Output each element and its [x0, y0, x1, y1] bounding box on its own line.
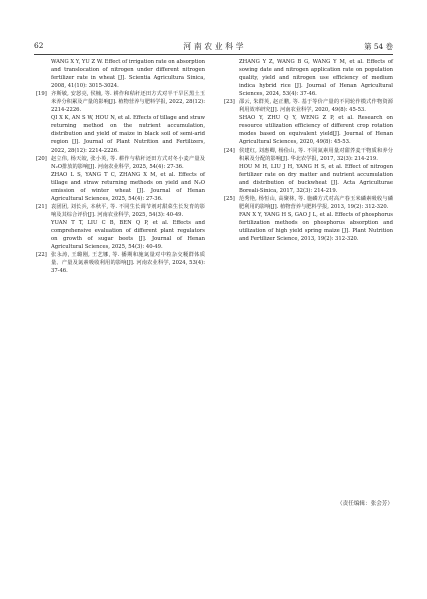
references-left-column — [34, 58, 205, 275]
references-right-column — [222, 58, 393, 243]
volume-label: 第 54 卷 — [364, 42, 393, 51]
reference-number: [24] — [224, 147, 235, 154]
reference-entry — [34, 251, 205, 275]
reference-text: ZHANG Y Z, WANG B G, WANG Y M, et al. Effects of sowing date and nitrogen application rate on population quality, yield and nitrogen use efficiency of medium indica hybrid rice [J]. Journal of Henan Agricultural Sciences, 2024, 53(4): 37-46. — [239, 59, 393, 98]
reference-number: [25] — [224, 195, 235, 202]
reference-text: 赵立伟, 杨天皎, 张小英, 等. 耕作与秸秆还田方式对冬小麦产量及N₂O排放的影响[J]. 河南农业科学, 2025, 54(4): 27-36. — [51, 155, 205, 170]
reference-number: [23] — [224, 99, 235, 106]
reference-entry — [222, 58, 393, 98]
header-rule — [34, 54, 393, 55]
reference-text: 齐斯敏, 安怒亮, 侯楠, 等. 耕作和秸秆还田方式对半干旱区黑土玉米养分积累及产量的影响[J]. 植物营养与肥料学报, 2022, 28(12): 2214-2226. — [51, 91, 205, 114]
reference-text: WANG X Y, YU Z W. Effect of irrigation rate on absorption and translocation of nitrogen under different nitrogen fertilizer rate in wheat [J]. Scientia Agricultura Sinica, 2008, 41(10): 3015-3024. — [51, 59, 205, 90]
page-number: 62 — [34, 41, 44, 50]
reference-text: ZHAO L S, YANG T C, ZHANG X M, et al. Effects of tillage and straw returning methods on yield and N₂O emission of winter wheat [J]. Journal of Henan Agricultural Sciences, 2025, 54(4): 27-36. — [51, 171, 205, 202]
reference-text: 侯建红, 刘惠卿, 杨俭山, 等. 不同氮素用量对甜荞麦干物质和养分积累及分配的影响[J]. 华北农学报, 2017, 32(3): 214-219. — [239, 147, 393, 162]
reference-text: 范秀艳, 杨恒山, 高聚林, 等. 施磷方式对高产春玉米磷素吸收与磷肥利用的影响[J]. 植物营养与肥料学报, 2013, 19(2): 312-320. — [239, 195, 393, 210]
reference-text: 张永涛, 王璐刚, 王艺娜, 等. 播期和施氮量对中粒杂交粳群体质量、产量及氮素吸收利用的影响[J]. 河南农业科学, 2024, 53(4): 37-46. — [51, 252, 205, 275]
reference-entry — [34, 58, 205, 90]
reference-entry — [34, 155, 205, 203]
reference-entry — [222, 98, 393, 146]
reference-entry — [222, 147, 393, 195]
reference-text: YUAN T T, LIU C B, BEN Q P, et al. Effects and comprehensive evaluation of different plant regulators on growth of sugar beets [J]. Journal of Henan Agricultural Sciences, 2025, 54(3): 40-49. — [51, 219, 205, 251]
reference-number: [19] — [36, 91, 47, 98]
reference-entry — [222, 195, 393, 243]
reference-text: 袁团团, 刘长兵, 本秋平, 等. 不同生长调节剂对甜菜生长发育的影响及其综合评价[J]. 河南农业科学, 2025, 54(3): 40-49. — [51, 203, 205, 218]
reference-number: [20] — [36, 155, 47, 162]
reference-text: HOU M H, LIU J H, YANG H S, et al. Effect of nitrogen fertilizer rate on dry matter and nutrient accumulation and distribution of buckwheat [J]. Acta Agriculturae Boreali-Sinica, 2017, 32(3): 214-219. — [239, 163, 393, 194]
reference-number: [22] — [36, 252, 47, 259]
reference-text: SHAO Y, ZHU Q Y, WENG Z P, et al. Research on resource utilization efficiency of different crop rotation modes based on equivalent yield[J]. Journal of Henan Agricultural Sciences, 2020, 49(8): 45-53. — [239, 115, 393, 146]
reference-entry — [34, 90, 205, 154]
reference-entry — [34, 203, 205, 251]
page-header — [34, 41, 393, 52]
reference-number: [21] — [36, 203, 47, 210]
journal-title: 河 南 农 业 科 学 — [183, 42, 244, 51]
editor-note: （责任编辑：张会芳） — [337, 501, 393, 507]
reference-text: FAN X Y, YANG H S, GAO J L, et al. Effects of phosphorus fertilization methods on phosphorus absorption and utilization of high yield spring maize [J]. Plant Nutrition and Fertilizer Science, 2013, 19(2): 312-320. — [239, 211, 393, 243]
reference-text: 邵云, 朱群英, 赵正鹏, 等. 基于等价产量的不同轮作模式作物资源利用效率研究[J]. 河南农业科学, 2020, 49(8): 45-53. — [239, 99, 393, 114]
reference-text: QI X K, AN S W, HOU N, et al. Effects of tillage and straw returning method on the nutrient accumulation, distribution and yield of maize in black soil of semi-arid region [J]. Journal of Plant Nutrition and Fertilizers, 2022, 28(12): 2214-2226. — [51, 115, 205, 154]
